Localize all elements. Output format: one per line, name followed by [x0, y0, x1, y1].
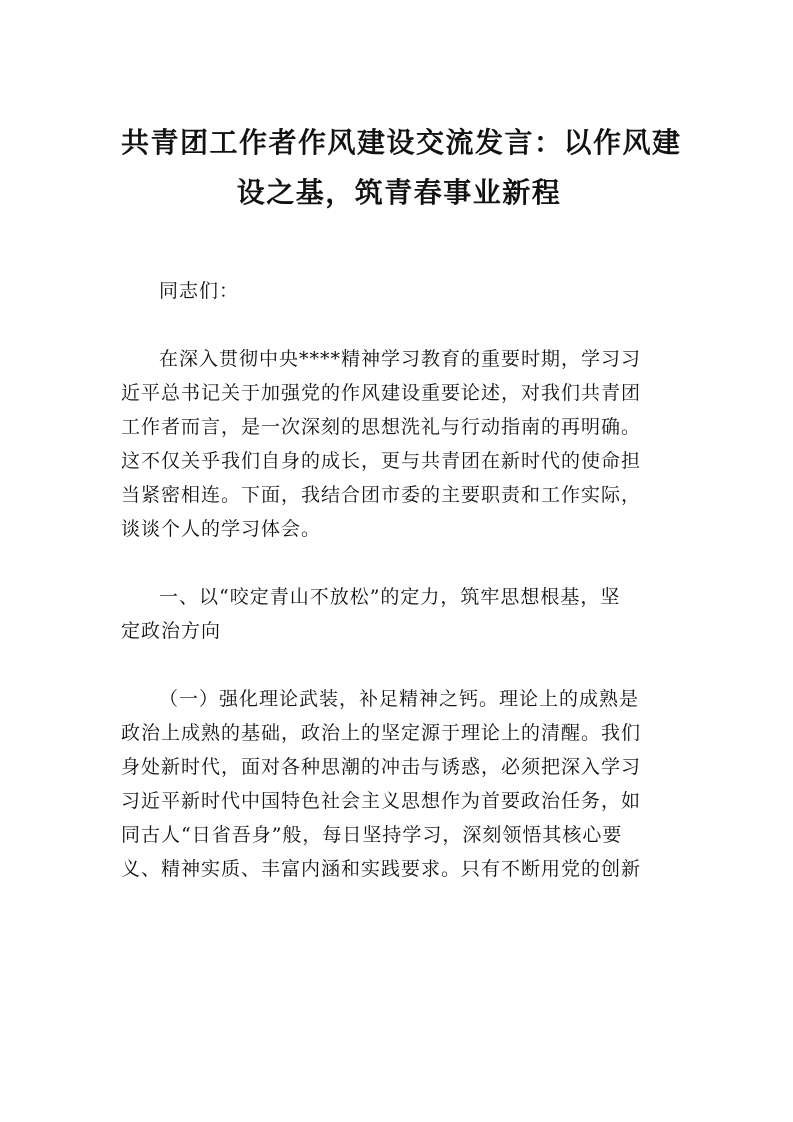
salutation — [121, 274, 677, 308]
title-line-1: 共青团工作者作风建设交流发言：以作风建 — [121, 126, 682, 159]
title-line-2: 设之基，筑青春事业新程 — [236, 176, 562, 209]
document-title — [121, 118, 682, 218]
intro-line-5: 当紧密相连。下面，我结合团市委的主要职责和工作实际， — [121, 484, 642, 506]
intro-paragraph — [121, 342, 677, 546]
sub1-line-5: 同古人“日省吾身”般，每日坚持学习，深刻领悟其核心要 — [121, 824, 623, 846]
sub1-line-6: 义、精神实质、丰富内涵和实践要求。只有不断用党的创新 — [121, 858, 642, 880]
salutation-text: 同志们： — [159, 280, 240, 302]
document-body — [121, 118, 682, 886]
section-1-heading-line-2: 定政治方向 — [121, 620, 222, 642]
sub1-line-1: （一）强化理论武装，补足精神之钙。理论上的成熟是 — [159, 688, 640, 710]
sub1-line-3: 身处新时代，面对各种思潮的冲击与诱惑，必须把深入学习 — [121, 756, 642, 778]
intro-line-1: 在深入贯彻中央****精神学习教育的重要时期，学习习 — [159, 348, 642, 370]
intro-line-2: 近平总书记关于加强党的作风建设重要论述，对我们共青团 — [121, 382, 642, 404]
sub1-line-4: 习近平新时代中国特色社会主义思想作为首要政治任务，如 — [121, 790, 642, 812]
sub1-line-2: 政治上成熟的基础，政治上的坚定源于理论上的清醒。我们 — [121, 722, 642, 744]
section-1-heading-line-1: 一、以“咬定青山不放松”的定力，筑牢思想根基，坚 — [159, 586, 621, 608]
subsection-1-paragraph — [121, 682, 677, 886]
intro-line-6: 谈谈个人的学习体会。 — [121, 518, 322, 540]
intro-line-3: 工作者而言，是一次深刻的思想洗礼与行动指南的再明确。 — [121, 416, 642, 438]
section-1-heading — [121, 580, 677, 648]
intro-line-4: 这不仅关乎我们自身的成长，更与共青团在新时代的使命担 — [121, 450, 642, 472]
